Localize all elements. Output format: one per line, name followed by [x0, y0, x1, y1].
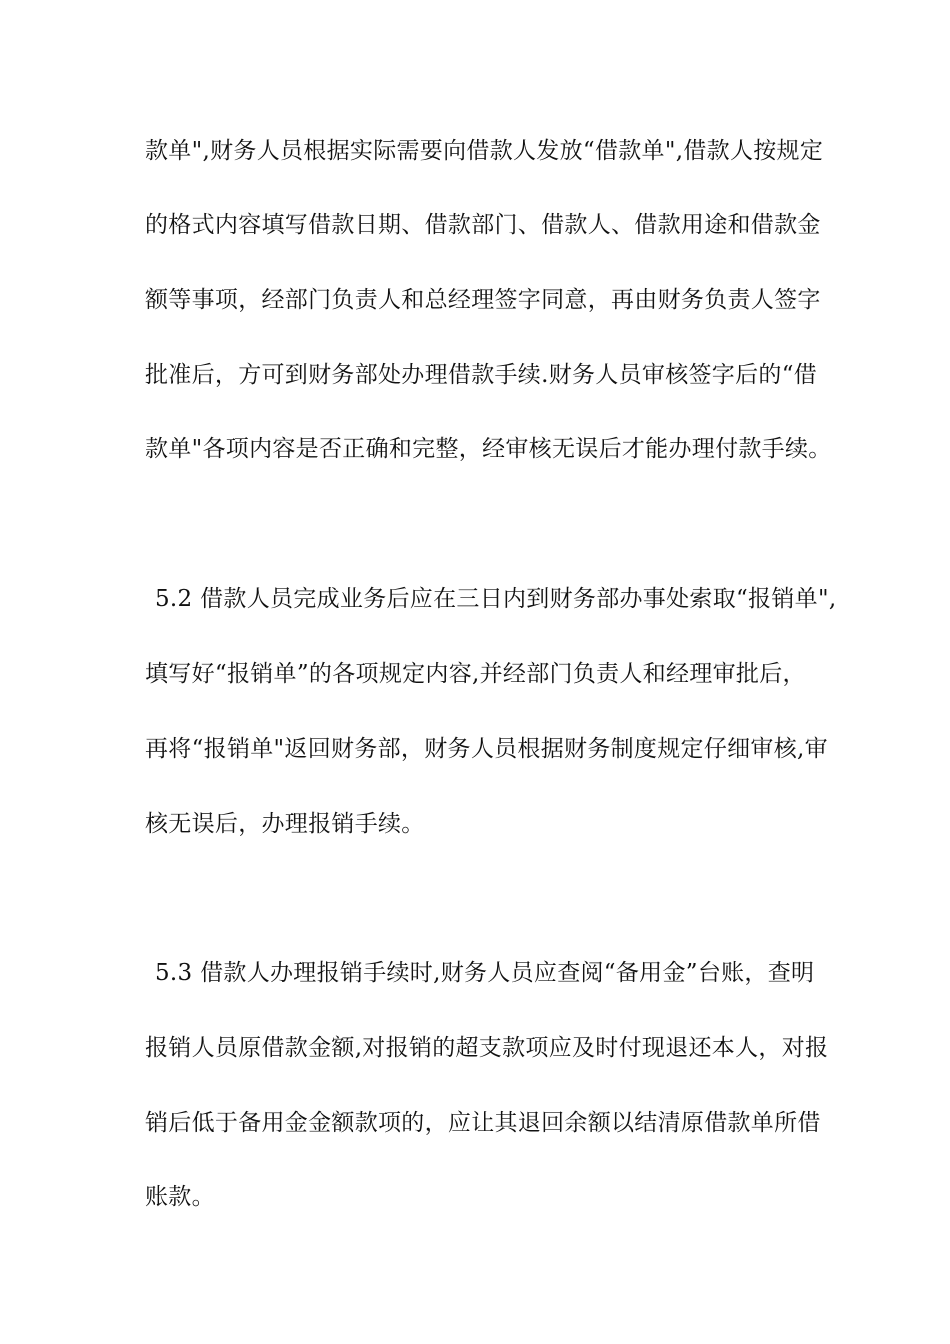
text-line: 再将“报销单"返回财务部，财务人员根据财务制度规定仔细审核,审 [145, 736, 828, 762]
text-line: 销后低于备用金金额款项的，应让其退回余额以结清原借款单所借 [145, 1110, 821, 1136]
text-line: 的格式内容填写借款日期、借款部门、借款人、借款用途和借款金 [145, 212, 821, 238]
text-line: 款单"各项内容是否正确和完整，经审核无误后才能办理付款手续。 [145, 436, 832, 462]
text-line: 账款。 [145, 1184, 215, 1210]
text-line: 报销人员原借款金额,对报销的超支款项应及时付现退还本人，对报 [145, 1035, 829, 1061]
text-line: 5.2 借款人员完成业务后应在三日内到财务部办事处索取“报销单", [155, 586, 837, 612]
text-line: 批准后，方可到财务部处办理借款手续.财务人员审核签字后的“借 [145, 362, 818, 388]
text-line: 填写好“报销单”的各项规定内容,并经部门负责人和经理审批后， [145, 661, 806, 687]
text-line: 款单",财务人员根据实际需要向借款人发放“借款单",借款人按规定 [145, 138, 824, 164]
text-line: 核无误后，办理报销手续。 [145, 811, 425, 837]
text-line: 5.3 借款人办理报销手续时,财务人员应查阅“备用金”台账，查明 [155, 960, 815, 986]
text-line: 额等事项，经部门负责人和总经理签字同意，再由财务负责人签字 [145, 287, 821, 313]
